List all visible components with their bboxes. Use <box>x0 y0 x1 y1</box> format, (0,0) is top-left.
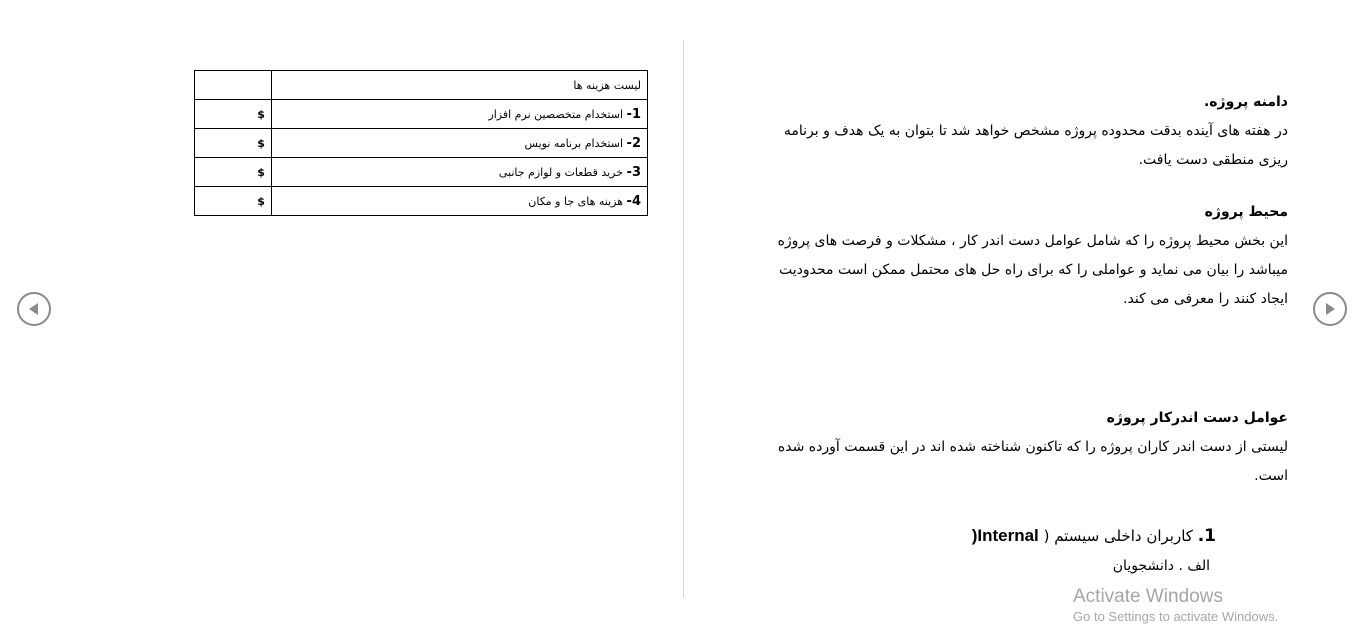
list-item-paren: ( <box>1043 527 1050 545</box>
table-cell-label <box>271 129 647 158</box>
table-row <box>195 158 648 187</box>
stakeholders-section <box>720 404 1288 491</box>
environment-heading: محیط پروژه <box>1204 204 1288 220</box>
scope-section <box>720 88 1288 175</box>
environment-text-line: این بخش محیط پروژه را که شامل عوامل دست اندر کار ، مشکلات و فرصت های پروژه <box>777 233 1288 249</box>
watermark-title: Activate Windows <box>1073 586 1223 607</box>
row-label: استخدام متخصصین نرم افزار <box>488 107 624 121</box>
row-label: هزینه های جا و مکان <box>528 194 624 208</box>
next-page-button[interactable] <box>1313 292 1347 326</box>
table-row <box>195 100 648 129</box>
arrow-right-icon <box>1315 294 1345 324</box>
table-cell-label <box>271 187 647 216</box>
row-number: 1- <box>626 106 641 122</box>
environment-section <box>720 198 1288 314</box>
scope-text-line: در هفته های آینده بدقت محدوده پروژه مشخص خواهد شد تا بتوان به یک هدف و برنامه <box>783 123 1288 139</box>
table-header-row <box>195 71 648 100</box>
row-number: 3- <box>626 164 641 180</box>
table-cell-amount: $ <box>195 129 272 158</box>
watermark-subtitle: Go to Settings to activate Windows. <box>1073 609 1279 624</box>
table-cell-label <box>271 100 647 129</box>
list-item-label: کاربران داخلی سیستم <box>1054 527 1193 545</box>
page-divider <box>683 40 684 598</box>
cost-table <box>194 70 648 216</box>
list-item-english: Internal( <box>971 526 1039 545</box>
environment-text-line: میباشد را بیان می نماید و عواملی را که برای راه حل های محتمل ممکن است محدودیت <box>779 262 1288 278</box>
table-cell-label <box>271 158 647 187</box>
sub-list-item: الف . دانشجویان <box>1112 558 1210 574</box>
environment-text-line: ایجاد کنند را معرفی می کند. <box>1123 291 1288 307</box>
stakeholders-heading: عوامل دست اندرکار پروژه <box>1106 410 1288 426</box>
row-label: استخدام برنامه نویس <box>524 136 624 150</box>
row-label: خرید قطعات و لوازم جانبی <box>498 165 624 179</box>
previous-page-button[interactable] <box>17 292 51 326</box>
table-row <box>195 187 648 216</box>
table-row <box>195 129 648 158</box>
table-cell-empty <box>195 71 272 100</box>
arrow-left-icon <box>19 294 49 324</box>
table-cell-amount: $ <box>195 187 272 216</box>
list-number: 1. <box>1197 526 1216 546</box>
cost-table-header: لیست هزینه ها <box>271 71 647 100</box>
scope-heading: دامنه پروژه. <box>1203 94 1288 110</box>
table-cell-amount: $ <box>195 158 272 187</box>
row-number: 2- <box>626 135 641 151</box>
activation-watermark <box>1073 585 1278 625</box>
row-number: 4- <box>626 193 641 209</box>
stakeholders-text-line: لیستی از دست اندر کاران پروژه را که تاکنون شناخته شده اند در این قسمت آورده شده <box>777 439 1288 455</box>
scope-text-line: ریزی منطقی دست یافت. <box>1138 152 1288 168</box>
stakeholders-text-line: است. <box>1254 468 1288 484</box>
numbered-list-item <box>956 522 1216 550</box>
table-cell-amount: $ <box>195 100 272 129</box>
